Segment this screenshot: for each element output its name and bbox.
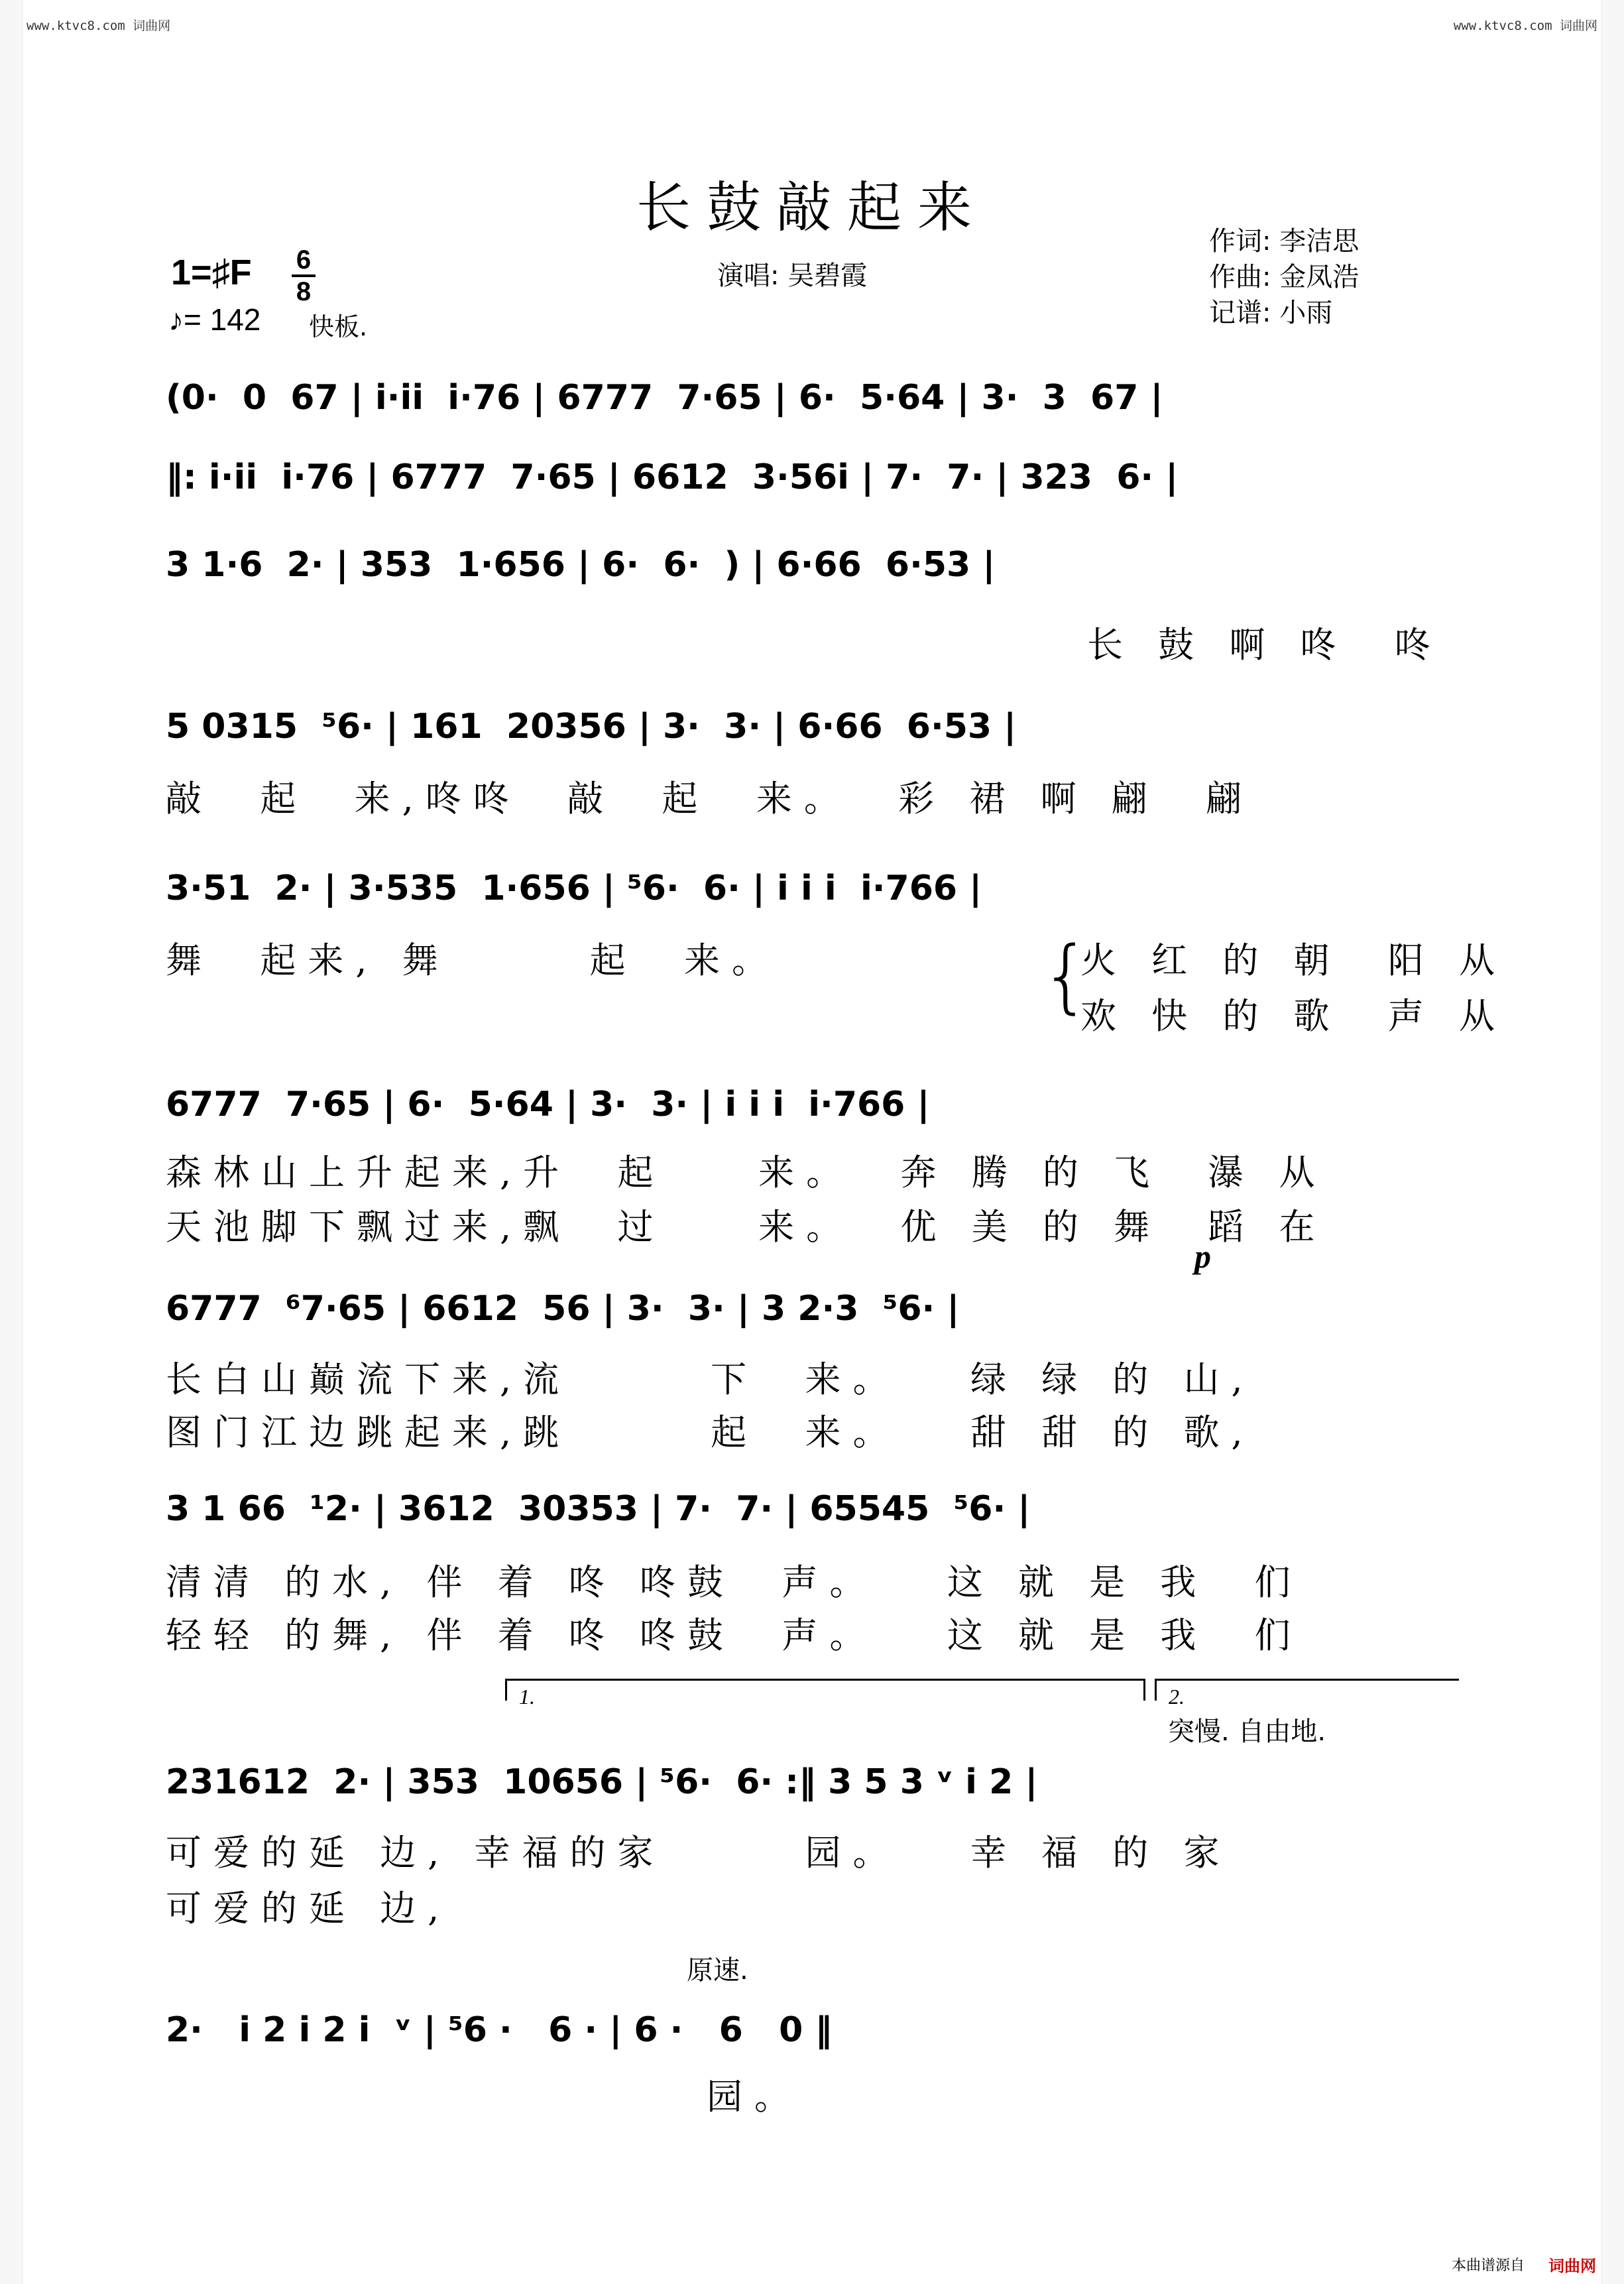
lyric-line-2: 敲 起 来,咚咚 敲 起 来。 彩 裙 啊 翩 翩 <box>166 778 1253 819</box>
score-system-4: 5 0315 ⁵6· | 161 20356 | 3· 3· | 6·66 6·53 | <box>166 707 1017 747</box>
lyricist-credit: 作词: 李洁思 <box>1209 226 1360 257</box>
composer-credit: 作曲: 金凤浩 <box>1209 262 1360 292</box>
footer-brand[interactable]: 词曲网 <box>1548 2257 1596 2275</box>
score-system-10: 2· i 2 i 2 i ᵛ | ⁵6 · 6 · | 6 · 6 0 ‖ <box>166 2010 833 2050</box>
left-margin-strip <box>0 0 23 2284</box>
lyric-line-8b: 可爱的延 边, <box>166 1888 451 1929</box>
lyric-line-7a: 清清 的水, 伴 着 咚 咚鼓 声。 这 就 是 我 们 <box>166 1561 1303 1603</box>
lyric-line-4a: 火 红 的 朝 阳 从 <box>1080 939 1507 981</box>
meter-denominator: 8 <box>296 277 312 306</box>
score-system-1: (0· 0 67 | i·ii i·76 | 6777 7·65 | 6· 5·64 | 3· 3 67 | <box>166 378 1163 418</box>
lyric-line-3: 舞 起来, 舞 起 来。 <box>166 939 780 981</box>
lyric-line-6a: 长白山巅流下来,流 下 来。 绿 绿 的 山, <box>166 1358 1255 1400</box>
lyric-line-6b: 图门江边跳起来,跳 起 来。 甜 甜 的 歌, <box>166 1412 1255 1453</box>
score-system-9: 231612 2· | 353 10656 | ⁵6· 6· :‖ 3 5 3 ᵛ i 2 | <box>166 1762 1038 1802</box>
right-margin-strip <box>1601 0 1624 2284</box>
lyric-line-1: 长 鼓 啊 咚 咚 <box>1087 624 1442 666</box>
tempo-marking: ♪= 142 <box>168 302 261 337</box>
key-signature: 1=♯F <box>171 253 252 292</box>
site-label-left: www.ktvc8.com 词曲网 <box>27 19 171 33</box>
score-system-6: 6777 7·65 | 6· 5·64 | 3· 3· | i i i i·766 | <box>166 1085 930 1124</box>
first-ending-bracket <box>505 1679 1145 1709</box>
footer-source: 本曲谱源自 <box>1451 2257 1525 2274</box>
lyric-line-8a: 可爱的延 边, 幸福的家 园。 幸 福 的 家 <box>166 1832 1232 1874</box>
first-ending-label: 1. <box>519 1685 535 1709</box>
score-system-2: ‖: i·ii i·76 | 6777 7·65 | 6612 3·56i | 7· 7· | 323 6· | <box>166 457 1179 497</box>
time-signature <box>289 245 318 306</box>
site-label-right: www.ktvc8.com 词曲网 <box>1453 19 1597 33</box>
lyric-line-4b: 欢 快 的 歌 声 从 <box>1080 995 1507 1037</box>
dynamic-marking: p <box>1194 1238 1211 1275</box>
score-system-7: 6777 ⁶7·65 | 6612 56 | 3· 3· | 3 2·3 ⁵6· | <box>166 1289 960 1329</box>
meter-numerator: 6 <box>296 245 312 274</box>
verse-brace: { <box>1041 930 1092 1022</box>
lyric-line-9: 园。 <box>707 2076 802 2118</box>
a-tempo-instruction: 原速. <box>687 1955 748 1986</box>
score-system-3: 3 1·6 2· | 353 1·656 | 6· 6· ) | 6·66 6·53 | <box>166 545 996 585</box>
rit-instruction: 突慢. 自由地. <box>1168 1716 1326 1747</box>
tempo-word: 快板. <box>309 312 368 341</box>
score-system-5: 3·51 2· | 3·535 1·656 | ⁵6· 6· | i i i i·766 | <box>166 869 982 908</box>
lyric-line-7b: 轻轻 的舞, 伴 着 咚 咚鼓 声。 这 就 是 我 们 <box>166 1614 1303 1656</box>
second-ending-label: 2. <box>1169 1685 1185 1709</box>
song-title: 长鼓敲起来 <box>636 176 988 239</box>
score-system-8: 3 1 66 ¹2· | 3612 30353 | 7· 7· | 65545 ⁵6· | <box>166 1489 1031 1529</box>
lyric-line-5b: 天池脚下飘过来,飘 过 来。 优 美 的 舞 蹈 在 <box>166 1206 1327 1248</box>
second-ending-bracket <box>1155 1679 1459 1709</box>
transcriber-credit: 记谱: 小雨 <box>1209 298 1333 328</box>
singer-credit: 演唱: 吴碧霞 <box>717 261 868 291</box>
lyric-line-5a: 森林山上升起来,升 起 来。 奔 腾 的 飞 瀑 从 <box>166 1152 1327 1193</box>
